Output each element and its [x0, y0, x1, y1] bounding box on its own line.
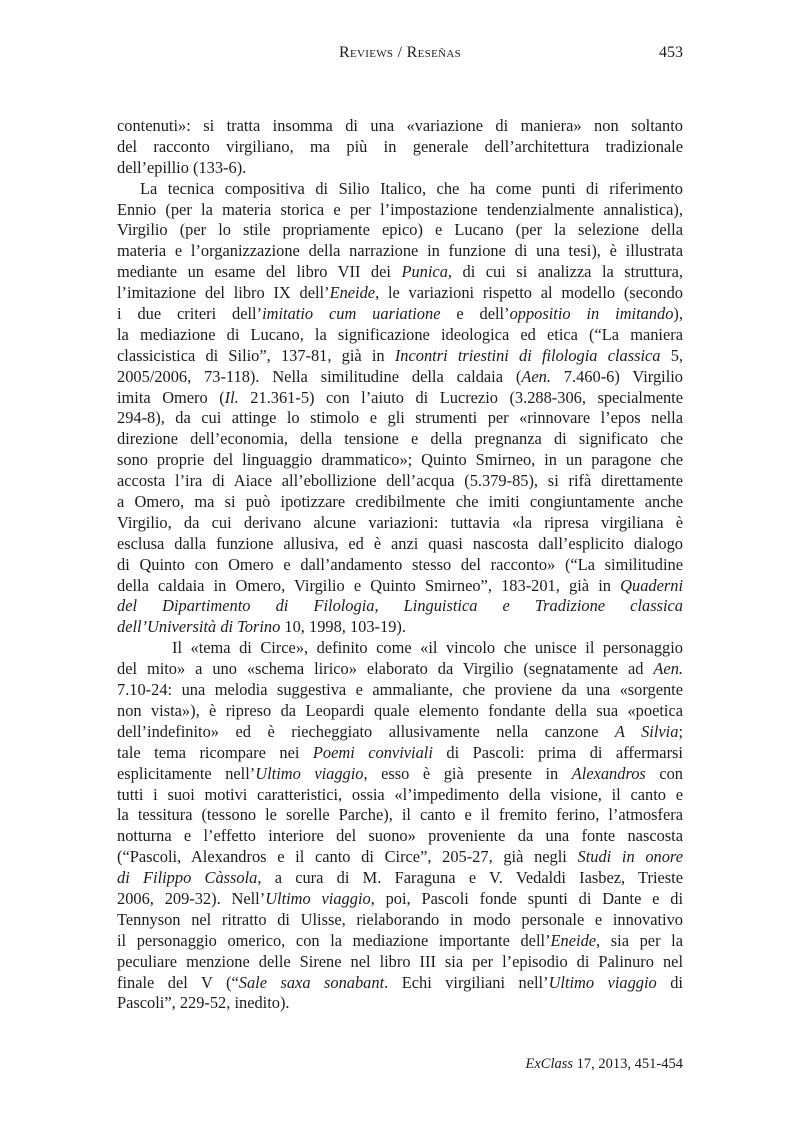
- paragraph: [117, 179, 683, 639]
- text-run: di Quinto con Omero e dall’andamento stesso del racconto» (“La similitudine: [117, 554, 683, 574]
- text-run: (“Pascoli, Alexandros e il canto di Circe”, 205-27, già negli: [117, 847, 578, 867]
- text-run: non vista»), è ripreso da Leopardi quale elemento fondante della sua «poetica: [117, 700, 683, 720]
- italic-text: Il.: [224, 387, 239, 407]
- text-run: , le variazioni rispetto al modello (secondo: [375, 283, 683, 303]
- text-run: contenuti»: si tratta insomma di una «variazione di maniera» non soltanto: [117, 116, 683, 135]
- text-run: direzione dell’economia, della tensione e della pregnanza di significato che: [117, 429, 683, 449]
- text-run: ;: [678, 721, 683, 741]
- text-line: [117, 764, 683, 785]
- text-run: 21.361-5) con l’aiuto di Lucrezio (3.288-306, specialmente: [238, 387, 683, 407]
- text-run: 10, 1998, 103-19).: [280, 617, 406, 637]
- text-run: tale tema ricompare nei: [117, 742, 313, 762]
- running-head: [117, 44, 683, 68]
- italic-text: Incontri triestini di filologia classica: [394, 345, 661, 365]
- text-run: Ennio (per la materia storica e per l’impostazione tendenzialmente annalistica),: [117, 199, 683, 219]
- text-run: di Pascoli: prima di affermarsi: [432, 742, 683, 762]
- italic-text: Punica: [401, 262, 448, 282]
- text-line: [117, 596, 683, 617]
- italic-text: Aen.: [653, 659, 683, 679]
- text-line: [117, 743, 683, 764]
- text-run: sono proprie del linguaggio drammatico»; Quinto Smirneo, in un paragone che: [117, 450, 683, 470]
- text-run: Tennyson nel ritratto di Ulisse, rielaborando in modo personale e innovativo: [117, 909, 683, 929]
- text-run: esplicitamente nell’: [117, 763, 256, 783]
- text-run: 5,: [660, 345, 683, 365]
- text-line: [117, 471, 683, 492]
- text-run: notturna e l’effetto interiore del suono» proveniente da una fonte nascosta: [117, 826, 683, 846]
- italic-text: Aen.: [521, 366, 551, 386]
- italic-text: Ultimo viaggio: [548, 972, 657, 992]
- text-line: [117, 513, 683, 534]
- journal-citation: [526, 1056, 684, 1073]
- text-run: e dell’: [440, 304, 510, 324]
- page-number: 453: [659, 44, 683, 61]
- text-line: [117, 137, 683, 158]
- italic-text: Studi in onore: [577, 847, 683, 867]
- text-line: [117, 408, 683, 429]
- text-run: , sia per la: [596, 930, 684, 950]
- text-line: [117, 910, 683, 931]
- text-run: materia e l’organizzazione della narrazione in funzione di una tesi), è illustrata: [117, 241, 683, 261]
- text-run: dell’epillio (133-6).: [117, 157, 247, 177]
- text-run: 2006, 209-32). Nell’: [117, 888, 266, 908]
- text-line: [117, 993, 683, 1014]
- italic-text: Ultimo viaggio: [255, 763, 364, 783]
- text-line: [117, 492, 683, 513]
- text-run: Virgilio (per lo stile propriamente epico) e Lucano (per la selezione della: [117, 220, 683, 240]
- text-run: Pascoli”, 229-52, inedito).: [117, 993, 290, 1013]
- text-line: [117, 638, 683, 659]
- text-line: [117, 220, 683, 241]
- text-line: [117, 429, 683, 450]
- italic-text: dell’Università di Torino: [117, 617, 281, 637]
- text-run: ),: [673, 304, 683, 324]
- journal-name: ExClass: [525, 1056, 574, 1072]
- text-run: peculiare menzione delle Sirene nel libro III sia per l’episodio di Palinuro nel: [117, 951, 683, 971]
- text-run: La tecnica compositiva di Silio Italico, che ha come punti di riferimento: [140, 178, 683, 198]
- text-line: [117, 701, 683, 722]
- text-line: [117, 847, 683, 868]
- text-line: [117, 116, 683, 137]
- text-run: classicistica di Silio”, 137-81, già in: [117, 345, 395, 365]
- text-run: , a cura di M. Faraguna e V. Vedaldi Iasbez, Trieste: [257, 868, 683, 888]
- text-line: [117, 555, 683, 576]
- text-run: , esso è già presente in: [363, 763, 572, 783]
- italic-text: imitatio cum uariatione: [262, 304, 441, 324]
- review-body: [117, 116, 683, 1014]
- text-line: [117, 931, 683, 952]
- text-line: [117, 450, 683, 471]
- text-line: [117, 388, 683, 409]
- italic-text: oppositio in imitando: [509, 304, 674, 324]
- text-run: , di cui si analizza la struttura,: [447, 262, 684, 282]
- italic-text: del Dipartimento di Filologia, Linguistica e Tradizione classica: [117, 596, 683, 616]
- text-run: con: [645, 763, 684, 783]
- text-run: del racconto virgiliano, ma più in generale dell’architettura tradizionale: [117, 136, 683, 156]
- italic-text: Alexandros: [571, 763, 646, 783]
- text-run: della caldaia in Omero, Virgilio e Quinto Smirneo”, 183-201, già in: [117, 575, 621, 595]
- italic-text: Ultimo viaggio: [265, 888, 371, 908]
- text-line: [117, 576, 683, 597]
- italic-text: Eneide: [550, 930, 597, 950]
- text-run: l’imitazione del libro IX dell’: [117, 283, 330, 303]
- text-run: esclusa dalla funzione allusiva, ed è anzi quasi nascosta dall’esplicito dialogo: [117, 533, 683, 553]
- text-line: [117, 785, 683, 806]
- text-run: , poi, Pascoli fonde spunti di Dante e di: [370, 888, 683, 908]
- text-line: [117, 158, 683, 179]
- text-run: accosta l’ira di Aiace all’ebollizione dell’acqua (5.379-85), si rifà direttamente: [117, 471, 683, 491]
- text-line: [117, 868, 683, 889]
- text-run: 7.460-6) Virgilio: [550, 366, 683, 386]
- text-line: [117, 889, 683, 910]
- text-line: [117, 325, 683, 346]
- text-run: i due criteri dell’: [117, 304, 263, 324]
- italic-text: di Filippo Càssola: [117, 868, 258, 888]
- text-line: [117, 617, 683, 638]
- text-run: il personaggio omerico, con la mediazione importante dell’: [117, 930, 551, 950]
- text-run: Virgilio, da cui derivano alcune variazioni: tuttavia «la ripresa virgiliana è: [117, 512, 683, 532]
- text-line: [117, 722, 683, 743]
- italic-text: Quaderni: [620, 575, 683, 595]
- paragraph: [117, 638, 683, 1014]
- text-run: la mediazione di Lucano, la significazione ideologica ed etica (“La maniera: [117, 324, 683, 344]
- text-run: . Echi virgiliani nell’: [384, 972, 549, 992]
- text-line: [117, 826, 683, 847]
- paragraph: [117, 116, 683, 179]
- text-line: [117, 952, 683, 973]
- text-line: [117, 241, 683, 262]
- text-line: [117, 346, 683, 367]
- text-run: finale del V (“: [117, 972, 239, 992]
- italic-text: Sale saxa sonabant: [238, 972, 385, 992]
- text-line: [117, 534, 683, 555]
- italic-text: Eneide: [329, 283, 376, 303]
- text-line: [117, 659, 683, 680]
- italic-text: Poemi conviviali: [312, 742, 433, 762]
- text-run: imita Omero (: [117, 387, 225, 407]
- text-line: [117, 262, 683, 283]
- text-line: [117, 200, 683, 221]
- text-line: [117, 367, 683, 388]
- text-run: 294-8), da cui attinge lo stimolo e gli strumenti per «rinnovare l’epos nella: [117, 408, 683, 428]
- text-run: di: [656, 972, 683, 992]
- text-line: [117, 680, 683, 701]
- text-line: [117, 973, 683, 994]
- text-run: tutti i suoi motivi caratteristici, ossia «l’impedimento della visione, il canto e: [117, 784, 683, 804]
- text-run: 7.10-24: una melodia suggestiva e ammaliante, che proviene da una «sorgente: [117, 680, 683, 700]
- text-line: [117, 283, 683, 304]
- text-run: mediante un esame del libro VII dei: [117, 262, 402, 282]
- text-run: Il «tema di Circe», definito come «il vincolo che unisce il personaggio: [172, 638, 683, 658]
- running-head-title: Reviews / Reseñas: [339, 44, 461, 61]
- text-run: la tessitura (tessono le sorelle Parche), il canto e il fremito ferino, l’atmosfera: [117, 805, 683, 825]
- text-run: dell’indefinito» ed è riecheggiato allusivamente nella canzone: [117, 721, 615, 741]
- text-line: [117, 179, 683, 200]
- citation-details: 17, 2013, 451-454: [573, 1056, 683, 1072]
- text-line: [117, 805, 683, 826]
- text-run: 2005/2006, 73-118). Nella similitudine della caldaia (: [117, 366, 522, 386]
- text-run: del mito» a uno «schema lirico» elaborato da Virgilio (segnatamente ad: [117, 659, 654, 679]
- text-run: a Omero, ma si può ipotizzare credibilmente che imiti congiuntamente anche: [117, 492, 683, 512]
- text-line: [117, 304, 683, 325]
- italic-text: A Silvia: [614, 721, 679, 741]
